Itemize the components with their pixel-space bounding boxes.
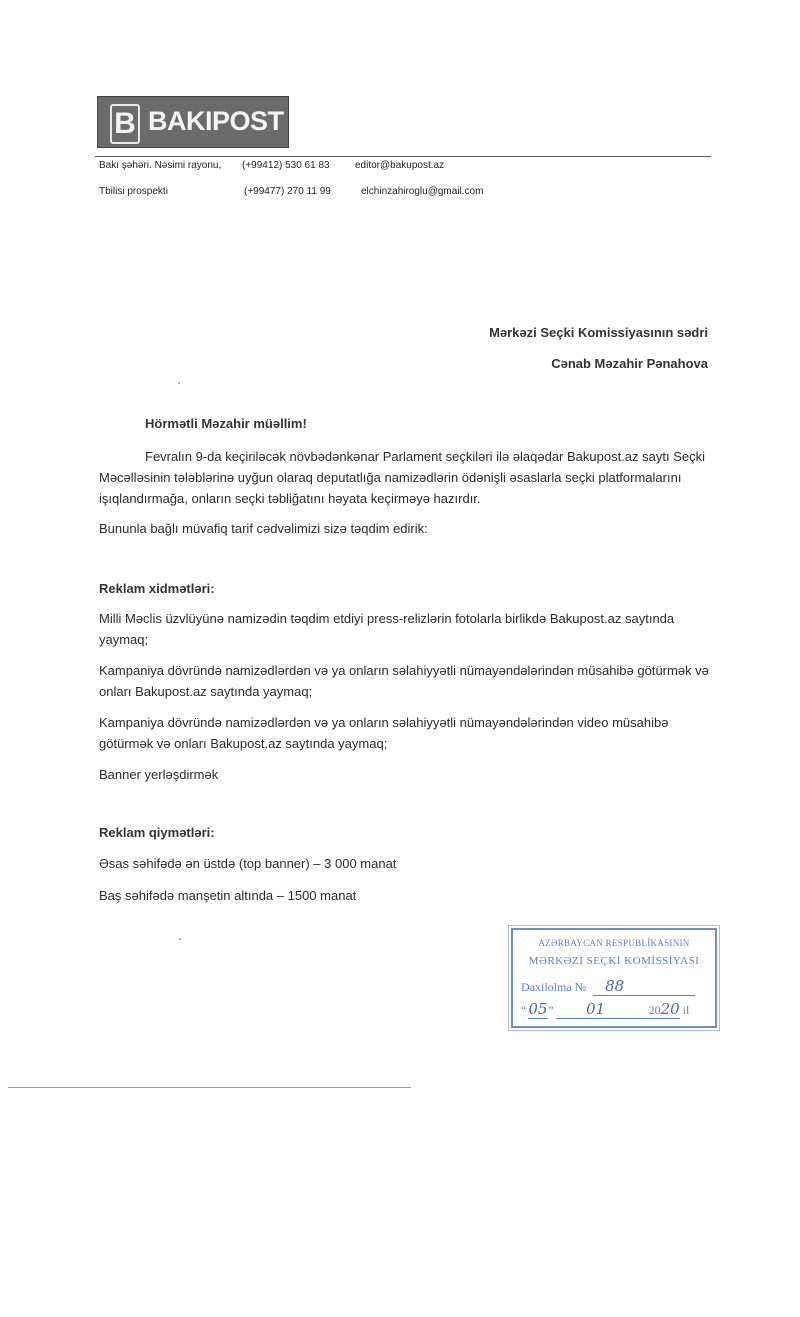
recipient-name: Cənab Məzahir Pənahova bbox=[551, 356, 708, 371]
address-line-1: Bakı şəhəri. Nəsimi rayonu, bbox=[99, 160, 222, 171]
price-item: Əsas səhifədə ən üstdə (top banner) – 3 000 manat bbox=[99, 856, 397, 871]
logo-wordmark: BAKIPOST bbox=[148, 106, 284, 136]
intro-tariff-line: Bununla bağlı müvafiq tarif cədvəlimizi sizə təqdim edirik: bbox=[99, 521, 428, 536]
scan-edge-line bbox=[8, 1087, 411, 1088]
stamp-day: 05 bbox=[528, 1000, 548, 1018]
intro-paragraph bbox=[99, 446, 711, 509]
services-title: Reklam xidmətləri: bbox=[99, 581, 215, 596]
scan-speck bbox=[179, 938, 181, 940]
stamp-date-row bbox=[521, 1000, 689, 1019]
recipient-title: Mərkəzi Seçki Komissiyasının sədri bbox=[489, 325, 708, 340]
stamp-entry-row bbox=[521, 977, 695, 996]
stamp-open-quote: “ bbox=[521, 1003, 527, 1017]
greeting: Hörmətli Məzahir müəllim! bbox=[145, 416, 307, 431]
stamp-entry-number: 88 bbox=[605, 977, 625, 995]
phone-1: (+99412) 530 61 83 bbox=[242, 160, 330, 171]
stamp-year-suffix: 20 bbox=[660, 1000, 680, 1018]
phone-2: (+99477) 270 11 99 bbox=[244, 186, 331, 197]
email-2: elchinzahiroglu@gmail.com bbox=[361, 186, 484, 197]
stamp-year-unit: il bbox=[682, 1003, 690, 1017]
stamp-commission-line: MƏRKƏZİ SEÇKİ KOMİSSİYASI bbox=[528, 955, 700, 967]
scan-speck bbox=[178, 382, 180, 384]
stamp-year-prefix: 20 bbox=[648, 1003, 661, 1017]
stamp-close-quote: ” bbox=[548, 1003, 554, 1017]
email-1: editor@bakupost.az bbox=[355, 160, 445, 171]
logo-b-icon: B bbox=[110, 104, 140, 144]
bakipost-logo bbox=[97, 96, 289, 148]
stamp-republic-line: AZƏRBAYCAN RESPUBLİKASININ bbox=[538, 938, 690, 948]
stamp-entry-label: Daxilolma № bbox=[521, 980, 587, 994]
price-item: Baş səhifədə manşetin altında – 1500 manat bbox=[99, 888, 357, 903]
service-item: Milli Məclis üzvlüyünə namizədin təqdim etdiyi press-relizlərin fotolarla birlikdə Bakupost.az saytında yaymaq; bbox=[99, 611, 675, 647]
registration-stamp bbox=[511, 928, 717, 1028]
service-item: Kampaniya dövründə namizədlərdən və ya onların səlahiyyətli nümayəndələrindən müsahibə götürmək və onları Bakupost.az saytında yaymaq; bbox=[99, 663, 709, 699]
service-item: Kampaniya dövründə namizədlərdən və ya onların səlahiyyətli nümayəndələrindən video müsahibə götürmək və onları Bakupost.az saytında yaymaq; bbox=[99, 715, 669, 751]
intro-text: Fevralın 9-da keçiriləcək növbədənkənar Parlament seçkiləri ilə əlaqədar Bakupost.az saytı Seçki Məcəlləsinin tələblərinə uyğun olaraq deputatlığa namizədlərin ödənişli əsaslarla seçki platformalarını işıqlandırmağa, onların seçki təbliğatını həyata keçirməyə hazırdır. bbox=[99, 449, 706, 506]
service-item: Banner yerləşdirmək bbox=[99, 767, 219, 782]
stamp-entry-line bbox=[593, 977, 695, 996]
stamp-month: 01 bbox=[586, 1000, 606, 1018]
prices-title: Reklam qiymətləri: bbox=[99, 825, 215, 840]
header-divider bbox=[95, 156, 711, 157]
address-line-2: Tbilisi prospekti bbox=[99, 186, 168, 197]
